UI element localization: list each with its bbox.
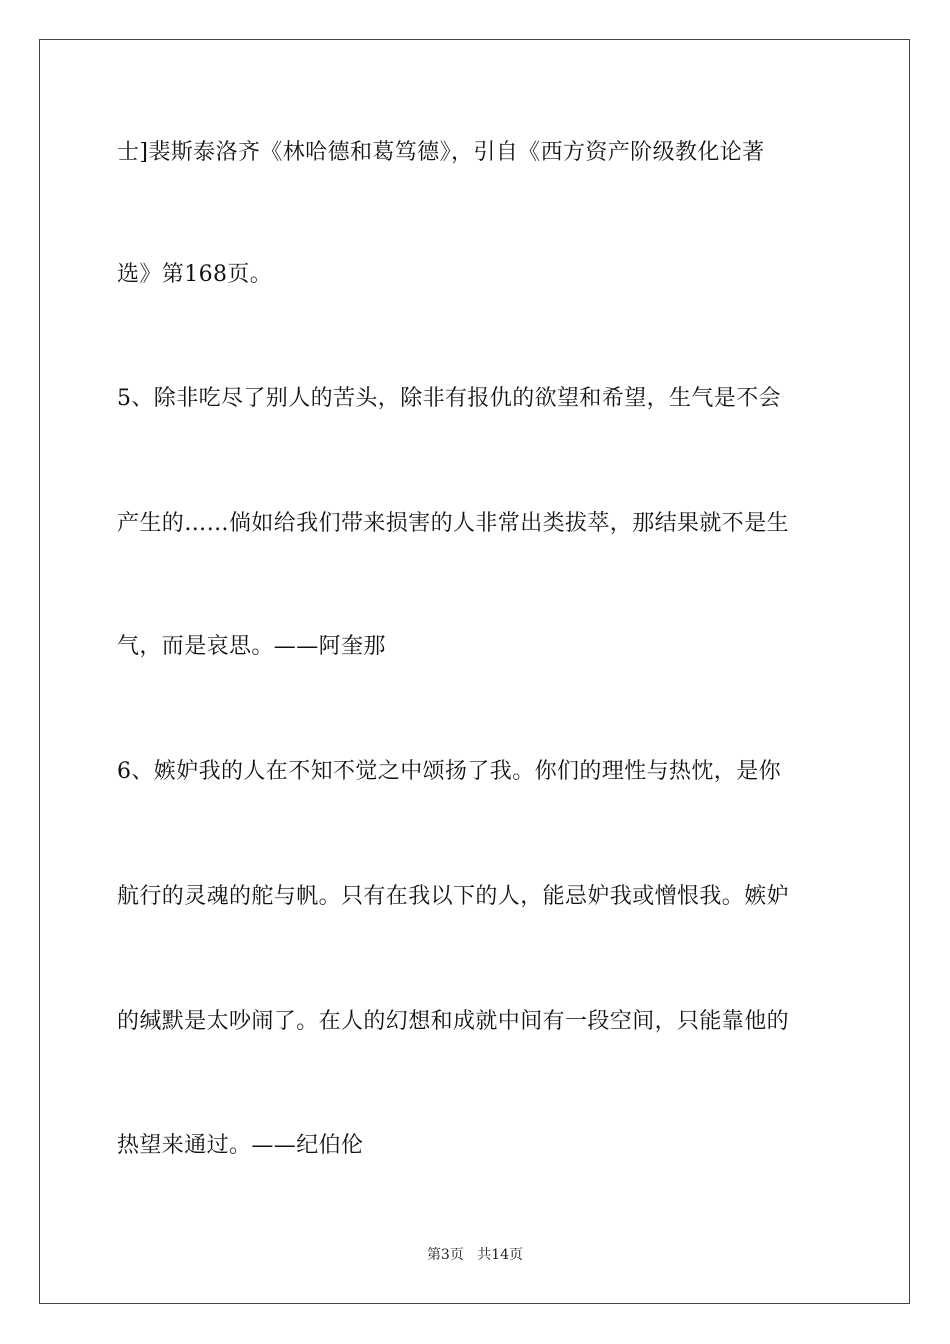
page-number: 第3页 [426,1247,464,1263]
page-border [39,39,910,1304]
text-line: 士]裴斯泰洛齐《林哈德和葛笃德》，引自《西方资产阶级教化论著 [117,140,765,165]
text-line: 选》第168页。 [117,262,273,287]
text-line: 航行的灵魂的舵与帆。只有在我以下的人，能忌妒我或憎恨我。嫉妒 [117,884,790,909]
page-footer [0,1246,950,1264]
text-line: 的缄默是太吵闹了。在人的幻想和成就中间有一段空间，只能靠他的 [117,1009,790,1034]
text-line: 热望来通过。——纪伯伦 [117,1133,364,1158]
text-line: 气，而是哀思。——阿奎那 [117,634,386,659]
text-line: 产生的……倘如给我们带来损害的人非常出类拔萃，那结果就不是生 [117,511,790,536]
total-pages: 共14页 [477,1247,524,1263]
text-line: 6、嫉妒我的人在不知不觉之中颂扬了我。你们的理性与热忱，是你 [117,759,781,784]
text-line: 5、除非吃尽了别人的苦头，除非有报仇的欲望和希望，生气是不会 [117,386,781,411]
